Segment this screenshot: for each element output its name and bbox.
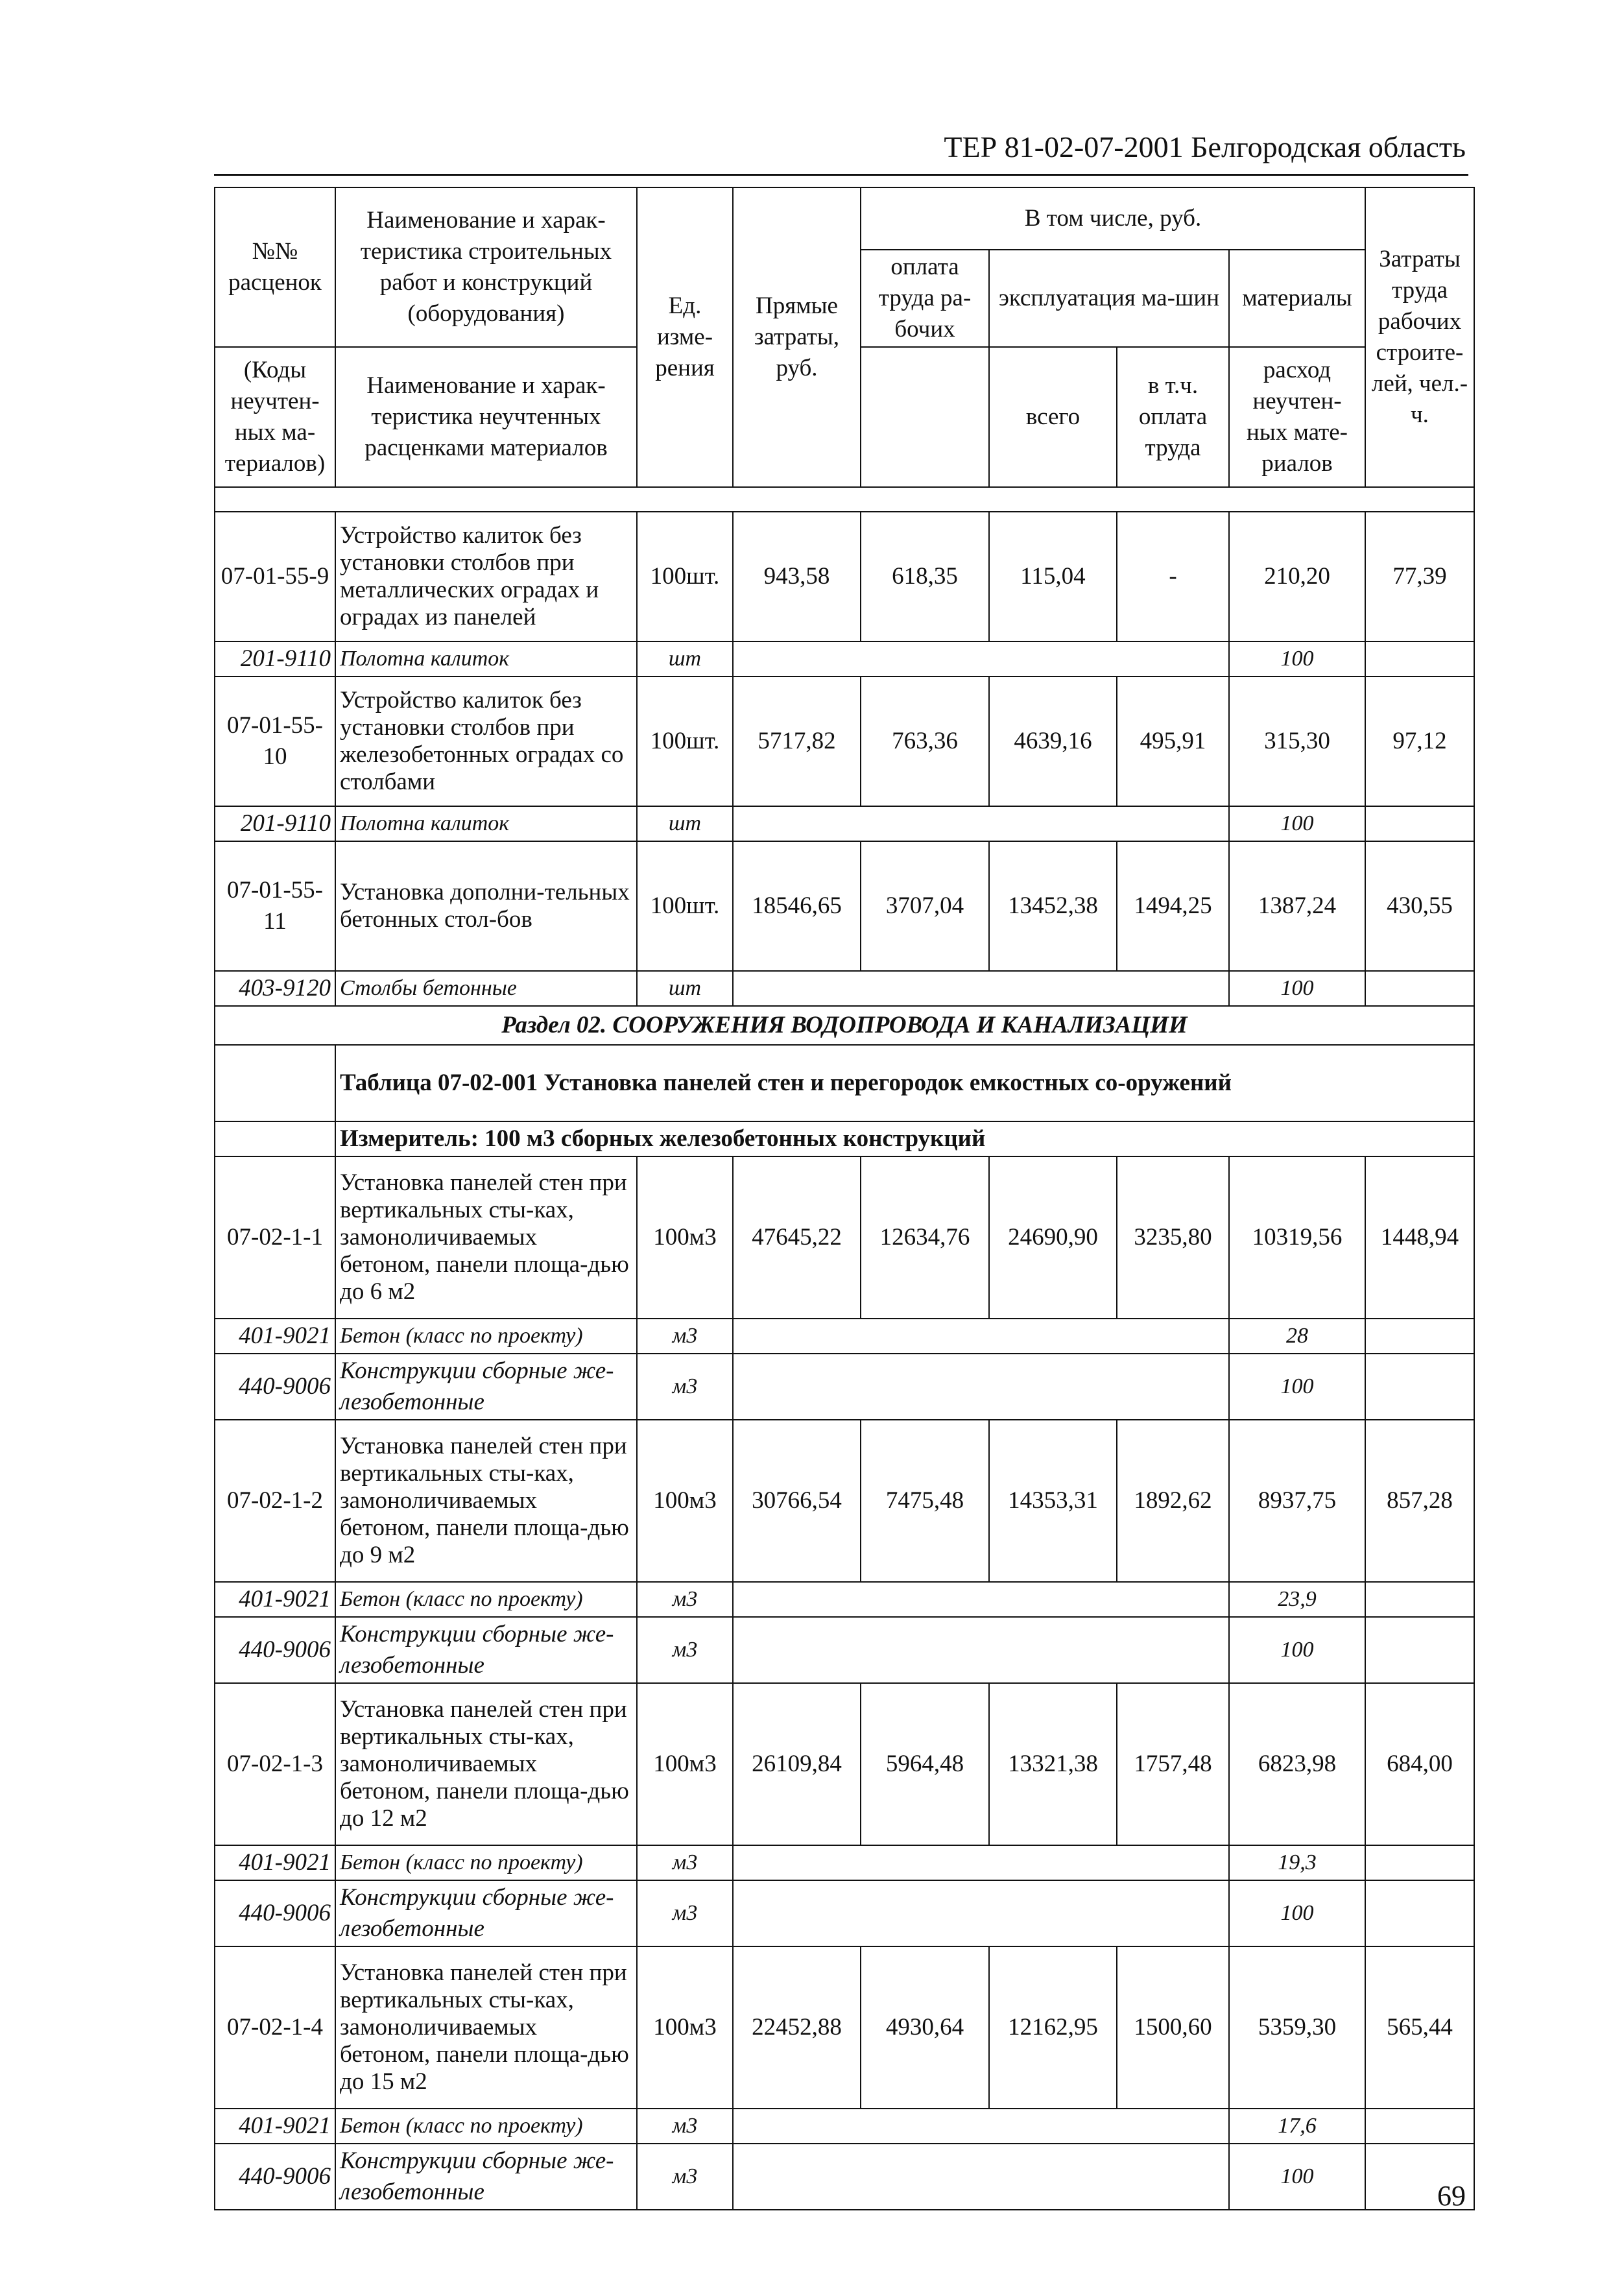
material-quantity: 100 <box>1229 2144 1365 2210</box>
material-row <box>215 806 1474 841</box>
material-blank <box>733 1880 1229 1946</box>
material-quantity: 19,3 <box>1229 1845 1365 1880</box>
rate-unit: 100м3 <box>637 1420 733 1582</box>
material-blank <box>733 1354 1229 1420</box>
rate-unit: 100м3 <box>637 1156 733 1319</box>
rate-direct-costs: 22452,88 <box>733 1946 861 2109</box>
rate-name: Установка панелей стен при вертикальных сты-ках, замоноличиваемых бетоном, панели площа-дью до 9 м2 <box>335 1420 637 1582</box>
header-work-name: Наименование и харак-теристика строительных работ и конструкций (оборудования) <box>335 187 637 347</box>
rate-labor-pay: 5964,48 <box>861 1683 989 1845</box>
material-blank <box>1365 1845 1474 1880</box>
header-labor-costs: Затраты труда рабочих строите-лей, чел.-ч. <box>1365 187 1474 487</box>
rate-machine-labor: - <box>1117 512 1229 641</box>
material-code: 401-9021 <box>215 1845 335 1880</box>
material-unit: м3 <box>637 1319 733 1354</box>
header-machine-ops: эксплуатация ма-шин <box>989 250 1229 347</box>
material-blank <box>733 641 1229 676</box>
table-title-row <box>215 1045 1474 1121</box>
material-quantity: 28 <box>1229 1319 1365 1354</box>
rate-machine-total: 13321,38 <box>989 1683 1117 1845</box>
material-name: Столбы бетонные <box>335 971 637 1006</box>
rate-labor-pay: 7475,48 <box>861 1420 989 1582</box>
material-unit: м3 <box>637 1354 733 1420</box>
rate-materials: 6823,98 <box>1229 1683 1365 1845</box>
material-row <box>215 1617 1474 1683</box>
material-code: 201-9110 <box>215 641 335 676</box>
rate-materials: 8937,75 <box>1229 1420 1365 1582</box>
material-unit: м3 <box>637 1617 733 1683</box>
material-code: 401-9021 <box>215 1319 335 1354</box>
material-blank <box>1365 1582 1474 1617</box>
rate-machine-total: 14353,31 <box>989 1420 1117 1582</box>
material-quantity: 100 <box>1229 1880 1365 1946</box>
table-title-blank <box>215 1045 335 1121</box>
header-materials-unaccounted: расход неучтен-ных мате-риалов <box>1229 347 1365 487</box>
rate-machine-total: 12162,95 <box>989 1946 1117 2109</box>
material-unit: м3 <box>637 1845 733 1880</box>
header-unit: Ед. изме-рения <box>637 187 733 487</box>
material-row <box>215 971 1474 1006</box>
rate-labor-pay: 12634,76 <box>861 1156 989 1319</box>
rate-code: 07-02-1-4 <box>215 1946 335 2109</box>
rate-row <box>215 1156 1474 1319</box>
material-blank <box>733 2109 1229 2144</box>
material-blank <box>733 1319 1229 1354</box>
material-name: Полотна калиток <box>335 641 637 676</box>
rate-code: 07-02-1-1 <box>215 1156 335 1319</box>
rate-row <box>215 1946 1474 2109</box>
rate-materials: 5359,30 <box>1229 1946 1365 2109</box>
rate-machine-total: 115,04 <box>989 512 1117 641</box>
material-blank <box>1365 806 1474 841</box>
rate-labor-hours: 77,39 <box>1365 512 1474 641</box>
material-row <box>215 1354 1474 1420</box>
material-quantity: 17,6 <box>1229 2109 1365 2144</box>
rate-labor-hours: 430,55 <box>1365 841 1474 971</box>
rate-labor-pay: 763,36 <box>861 676 989 806</box>
material-blank <box>733 971 1229 1006</box>
material-blank <box>1365 971 1474 1006</box>
table-title: Таблица 07-02-001 Установка панелей стен и перегородок емкостных со-оружений <box>335 1045 1474 1121</box>
material-quantity: 100 <box>1229 971 1365 1006</box>
rate-name: Устройство калиток без установки столбов при металлических оградах и оградах из панелей <box>335 512 637 641</box>
document-header-title: ТЕР 81-02-07-2001 Белгородская область <box>944 130 1466 163</box>
material-blank <box>1365 1354 1474 1420</box>
measure-row <box>215 1121 1474 1156</box>
rate-unit: 100шт. <box>637 676 733 806</box>
material-name: Конструкции сборные же-лезобетонные <box>335 1880 637 1946</box>
material-quantity: 100 <box>1229 806 1365 841</box>
material-unit: м3 <box>637 1880 733 1946</box>
rate-direct-costs: 30766,54 <box>733 1420 861 1582</box>
material-row <box>215 1845 1474 1880</box>
rate-labor-hours: 684,00 <box>1365 1683 1474 1845</box>
rate-name: Установка панелей стен при вертикальных сты-ках, замоноличиваемых бетоном, панели площа-дью до 15 м2 <box>335 1946 637 2109</box>
header-rule <box>214 174 1468 176</box>
rate-labor-pay: 3707,04 <box>861 841 989 971</box>
header-including: В том числе, руб. <box>861 187 1365 250</box>
rate-machine-labor: 1494,25 <box>1117 841 1229 971</box>
rate-labor-pay: 4930,64 <box>861 1946 989 2109</box>
material-unit: шт <box>637 641 733 676</box>
material-row <box>215 641 1474 676</box>
material-name: Бетон (класс по проекту) <box>335 1845 637 1880</box>
material-blank <box>1365 1617 1474 1683</box>
rate-code: 07-01-55-10 <box>215 676 335 806</box>
rate-labor-pay: 618,35 <box>861 512 989 641</box>
header-spacer <box>215 487 1474 512</box>
rate-unit: 100м3 <box>637 1946 733 2109</box>
page-number: 69 <box>1437 2180 1466 2212</box>
material-name: Бетон (класс по проекту) <box>335 1582 637 1617</box>
header-machine-labor: в т.ч. оплата труда <box>1117 347 1229 487</box>
material-blank <box>733 1617 1229 1683</box>
material-blank <box>733 1845 1229 1880</box>
rate-code: 07-01-55-9 <box>215 512 335 641</box>
material-row <box>215 1880 1474 1946</box>
material-unit: м3 <box>637 2144 733 2210</box>
material-code: 401-9021 <box>215 1582 335 1617</box>
material-unit: м3 <box>637 2109 733 2144</box>
header-labor-pay-blank <box>861 347 989 487</box>
rate-row <box>215 1683 1474 1845</box>
rate-name: Установка дополни-тельных бетонных стол-бов <box>335 841 637 971</box>
material-quantity: 100 <box>1229 1617 1365 1683</box>
rate-materials: 315,30 <box>1229 676 1365 806</box>
header-materials: материалы <box>1229 250 1365 347</box>
rate-machine-total: 4639,16 <box>989 676 1117 806</box>
rate-machine-labor: 3235,80 <box>1117 1156 1229 1319</box>
material-blank <box>733 806 1229 841</box>
rate-machine-total: 13452,38 <box>989 841 1117 971</box>
material-unit: шт <box>637 971 733 1006</box>
rate-unit: 100шт. <box>637 512 733 641</box>
rate-direct-costs: 5717,82 <box>733 676 861 806</box>
rate-unit: 100шт. <box>637 841 733 971</box>
material-name: Конструкции сборные же-лезобетонные <box>335 1617 637 1683</box>
material-blank <box>1365 641 1474 676</box>
material-name: Полотна калиток <box>335 806 637 841</box>
material-row <box>215 2109 1474 2144</box>
measure-label: Измеритель: 100 м3 сборных железобетонных конструкций <box>335 1121 1474 1156</box>
material-name: Конструкции сборные же-лезобетонные <box>335 1354 637 1420</box>
material-unit: шт <box>637 806 733 841</box>
rate-code: 07-01-55-11 <box>215 841 335 971</box>
header-machine-total: всего <box>989 347 1117 487</box>
rate-materials: 210,20 <box>1229 512 1365 641</box>
material-blank <box>1365 1880 1474 1946</box>
measure-blank <box>215 1121 335 1156</box>
rate-machine-labor: 1500,60 <box>1117 1946 1229 2109</box>
material-code: 440-9006 <box>215 1617 335 1683</box>
rate-materials: 10319,56 <box>1229 1156 1365 1319</box>
material-code: 440-9006 <box>215 2144 335 2210</box>
material-quantity: 23,9 <box>1229 1582 1365 1617</box>
material-unit: м3 <box>637 1582 733 1617</box>
rate-unit: 100м3 <box>637 1683 733 1845</box>
material-blank <box>733 1582 1229 1617</box>
rate-direct-costs: 26109,84 <box>733 1683 861 1845</box>
rates-table <box>214 187 1475 2210</box>
section-title: Раздел 02. СООРУЖЕНИЯ ВОДОПРОВОДА И КАНАЛИЗАЦИИ <box>215 1006 1474 1045</box>
material-name: Конструкции сборные же-лезобетонные <box>335 2144 637 2210</box>
material-blank <box>1365 1319 1474 1354</box>
header-spacer-row <box>215 487 1474 512</box>
header-material-codes: (Коды неучтен-ных ма-териалов) <box>215 347 335 487</box>
material-row <box>215 1582 1474 1617</box>
rate-machine-total: 24690,90 <box>989 1156 1117 1319</box>
rate-machine-labor: 1892,62 <box>1117 1420 1229 1582</box>
rate-row <box>215 841 1474 971</box>
rate-name: Устройство калиток без установки столбов при железобетонных оградах со столбами <box>335 676 637 806</box>
material-name: Бетон (класс по проекту) <box>335 1319 637 1354</box>
rate-direct-costs: 18546,65 <box>733 841 861 971</box>
material-row <box>215 2144 1474 2210</box>
rate-labor-hours: 565,44 <box>1365 1946 1474 2109</box>
material-code: 440-9006 <box>215 1354 335 1420</box>
material-quantity: 100 <box>1229 641 1365 676</box>
header-material-names: Наименование и харак-теристика неучтенных расценками материалов <box>335 347 637 487</box>
rate-name: Установка панелей стен при вертикальных сты-ках, замоноличиваемых бетоном, панели площа-дью до 6 м2 <box>335 1156 637 1319</box>
material-code: 201-9110 <box>215 806 335 841</box>
rate-materials: 1387,24 <box>1229 841 1365 971</box>
rate-row <box>215 512 1474 641</box>
rate-name: Установка панелей стен при вертикальных сты-ках, замоноличиваемых бетоном, панели площа-дью до 12 м2 <box>335 1683 637 1845</box>
header-rate-code: №№ расценок <box>215 187 335 347</box>
material-blank <box>1365 2109 1474 2144</box>
rate-labor-hours: 97,12 <box>1365 676 1474 806</box>
rate-row <box>215 1420 1474 1582</box>
material-code: 401-9021 <box>215 2109 335 2144</box>
header-direct-costs: Прямые затраты, руб. <box>733 187 861 487</box>
header-labor-pay: оплата труда ра-бочих <box>861 250 989 347</box>
rate-direct-costs: 47645,22 <box>733 1156 861 1319</box>
section-row <box>215 1006 1474 1045</box>
rate-machine-labor: 1757,48 <box>1117 1683 1229 1845</box>
rate-labor-hours: 857,28 <box>1365 1420 1474 1582</box>
material-quantity: 100 <box>1229 1354 1365 1420</box>
material-row <box>215 1319 1474 1354</box>
material-code: 403-9120 <box>215 971 335 1006</box>
material-code: 440-9006 <box>215 1880 335 1946</box>
rate-code: 07-02-1-3 <box>215 1683 335 1845</box>
rate-labor-hours: 1448,94 <box>1365 1156 1474 1319</box>
rate-row <box>215 676 1474 806</box>
material-name: Бетон (класс по проекту) <box>335 2109 637 2144</box>
table-header-row <box>215 187 1474 250</box>
rate-machine-labor: 495,91 <box>1117 676 1229 806</box>
material-blank <box>733 2144 1229 2210</box>
rate-code: 07-02-1-2 <box>215 1420 335 1582</box>
rate-direct-costs: 943,58 <box>733 512 861 641</box>
